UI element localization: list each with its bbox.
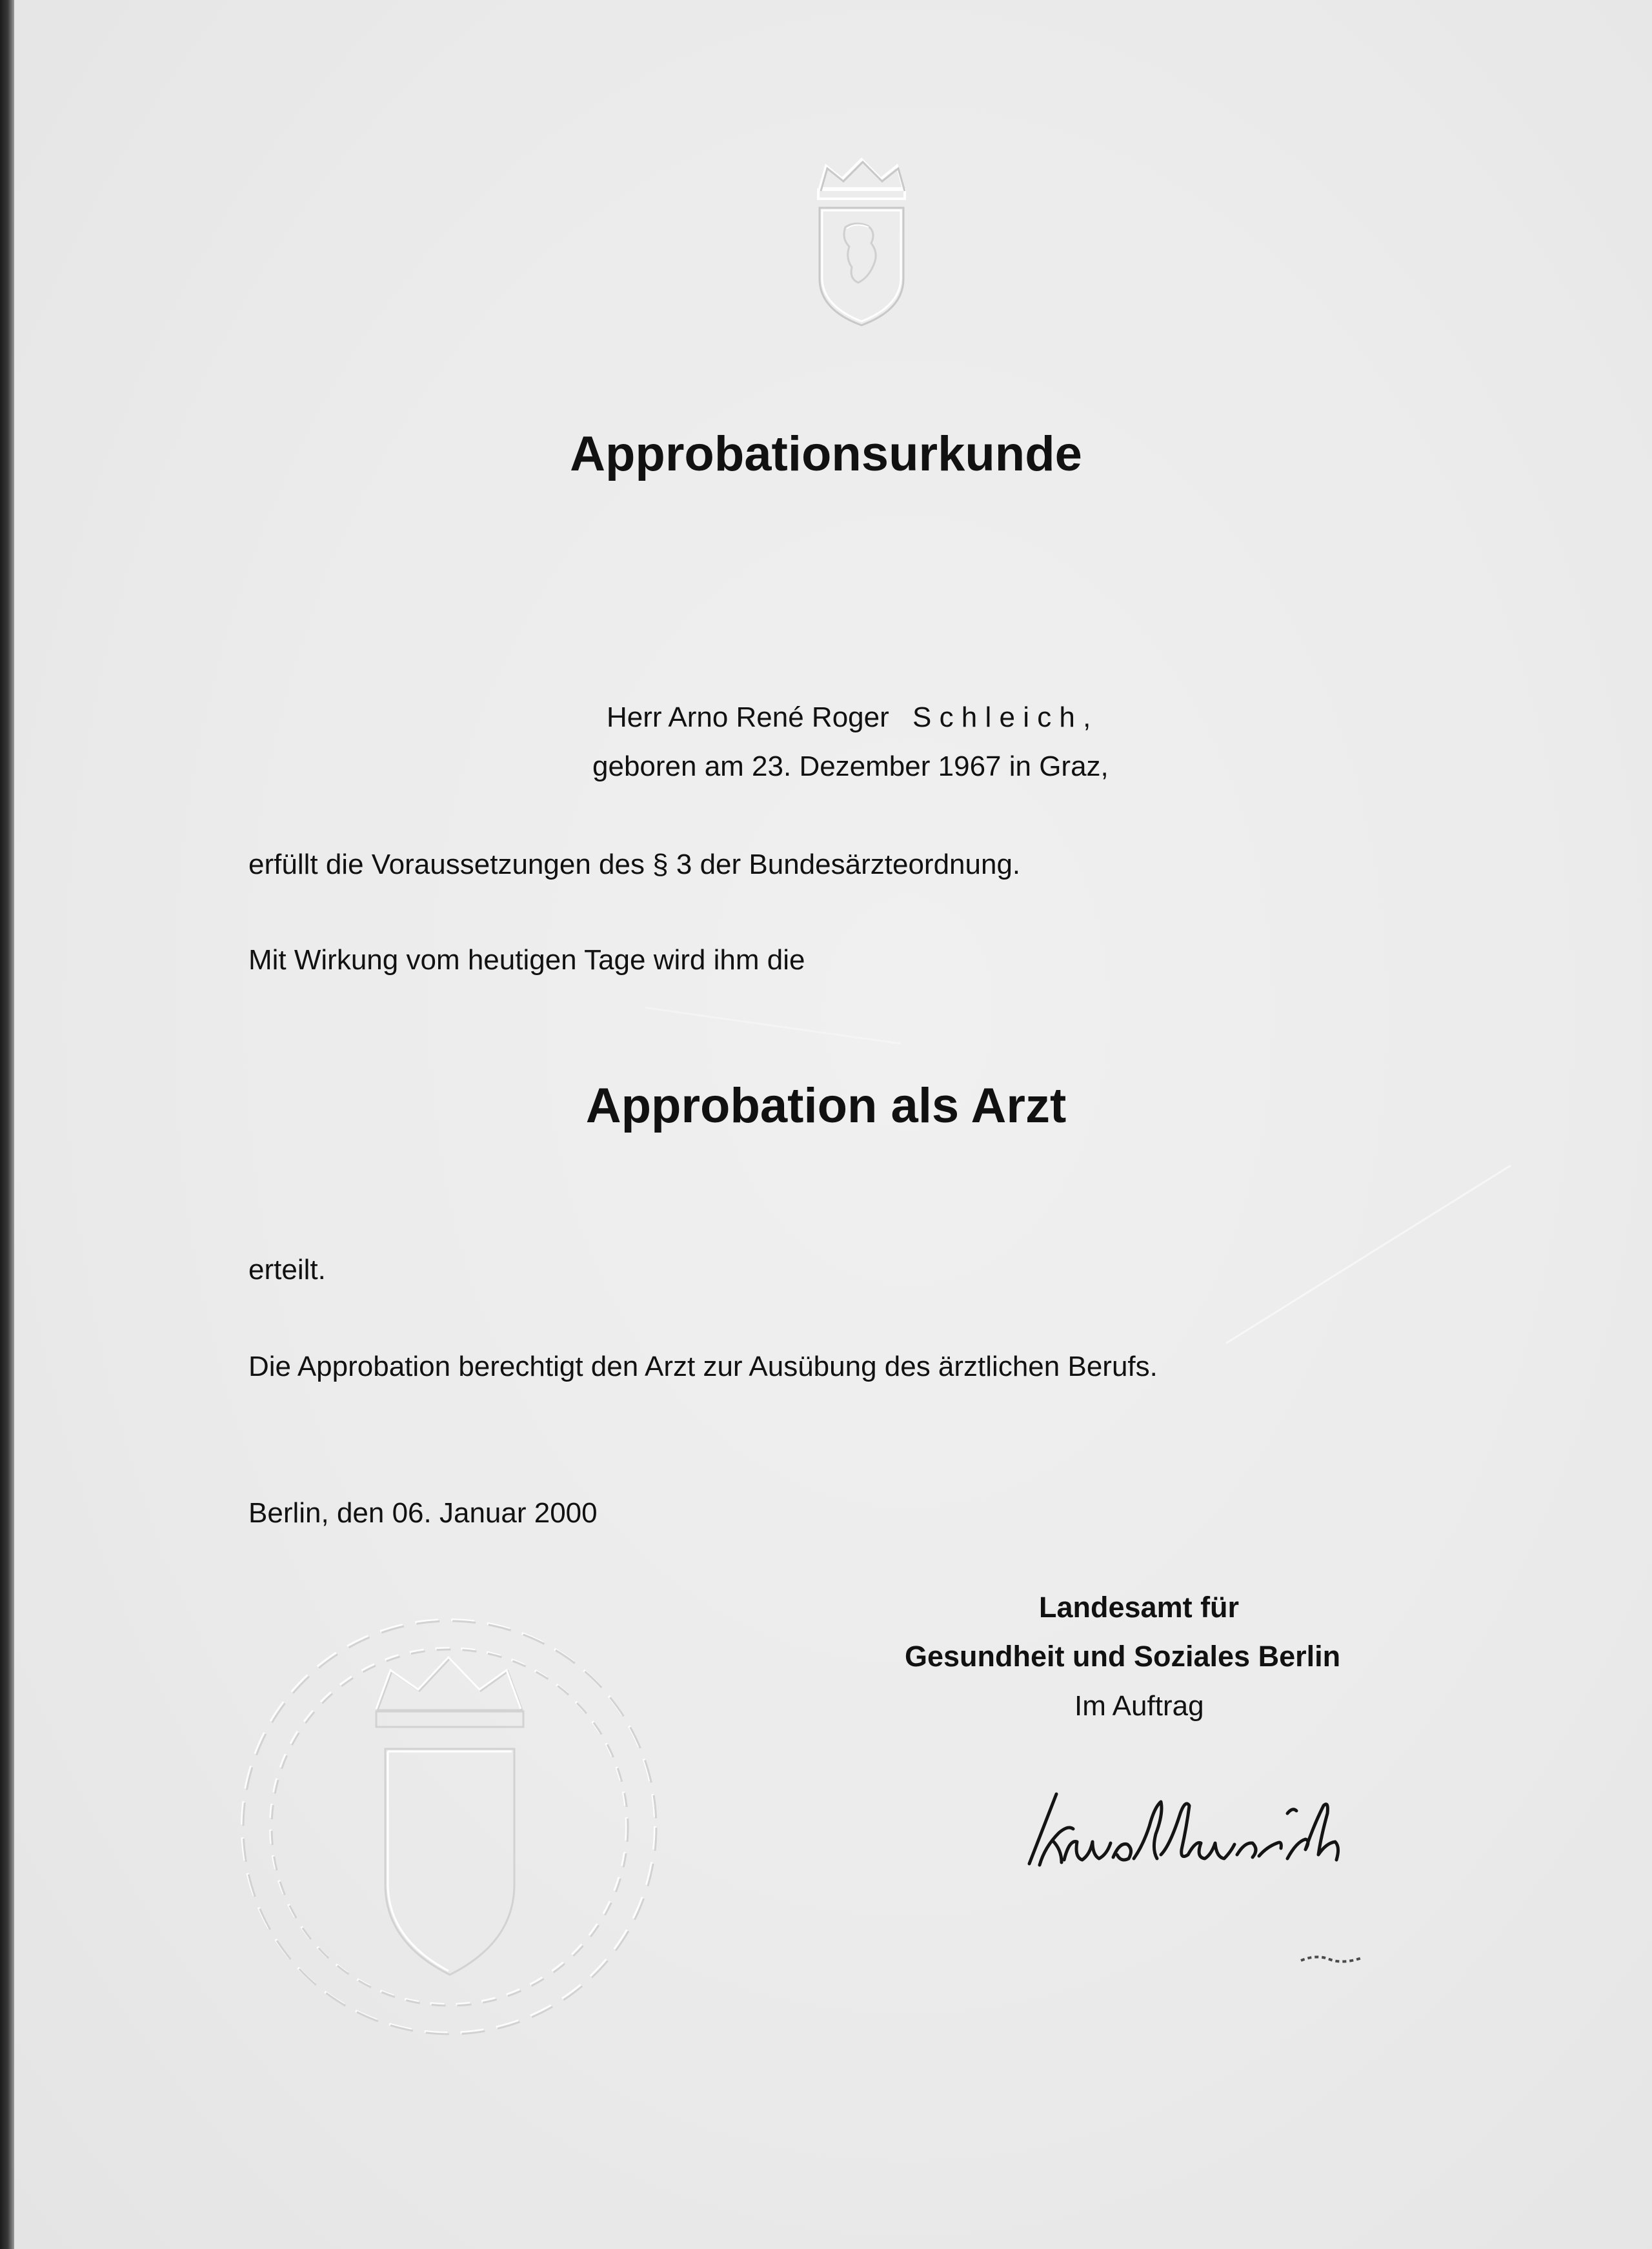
- requirement-line: erfüllt die Voraussetzungen des § 3 der Bundesärzteordnung.: [248, 849, 1021, 880]
- grant-title: Approbation als Arzt: [585, 1078, 1067, 1133]
- birth-line: geboren am 23. Dezember 1967 in Graz,: [592, 751, 1109, 782]
- effect-line: Mit Wirkung vom heutigen Tage wird ihm die: [248, 944, 805, 976]
- entitlement-line: Die Approbation berechtigt den Arzt zur Ausübung des ärztlichen Berufs.: [248, 1351, 1158, 1382]
- issuer-line-1: Landesamt für: [1039, 1591, 1240, 1624]
- place-date: Berlin, den 06. Januar 2000: [248, 1497, 598, 1529]
- recipient-given-names: Herr Arno René Roger: [607, 701, 889, 733]
- issuer-line-2: Gesundheit und Soziales Berlin: [905, 1640, 1341, 1673]
- scan-speck: [1297, 1948, 1368, 1973]
- dry-seal-emboss-icon: [216, 1594, 681, 2059]
- paper-crease: [1225, 1165, 1511, 1344]
- signature-icon: [1023, 1788, 1352, 1871]
- recipient-line: [607, 701, 1091, 734]
- paper-crease: [645, 1007, 902, 1045]
- granted-line: erteilt.: [248, 1254, 326, 1286]
- on-behalf-line: Im Auftrag: [1074, 1690, 1204, 1722]
- coat-of-arms-emboss-icon: [807, 150, 916, 330]
- recipient-surname: S c h l e i c h ,: [912, 701, 1091, 733]
- document-title: Approbationsurkunde: [570, 427, 1082, 481]
